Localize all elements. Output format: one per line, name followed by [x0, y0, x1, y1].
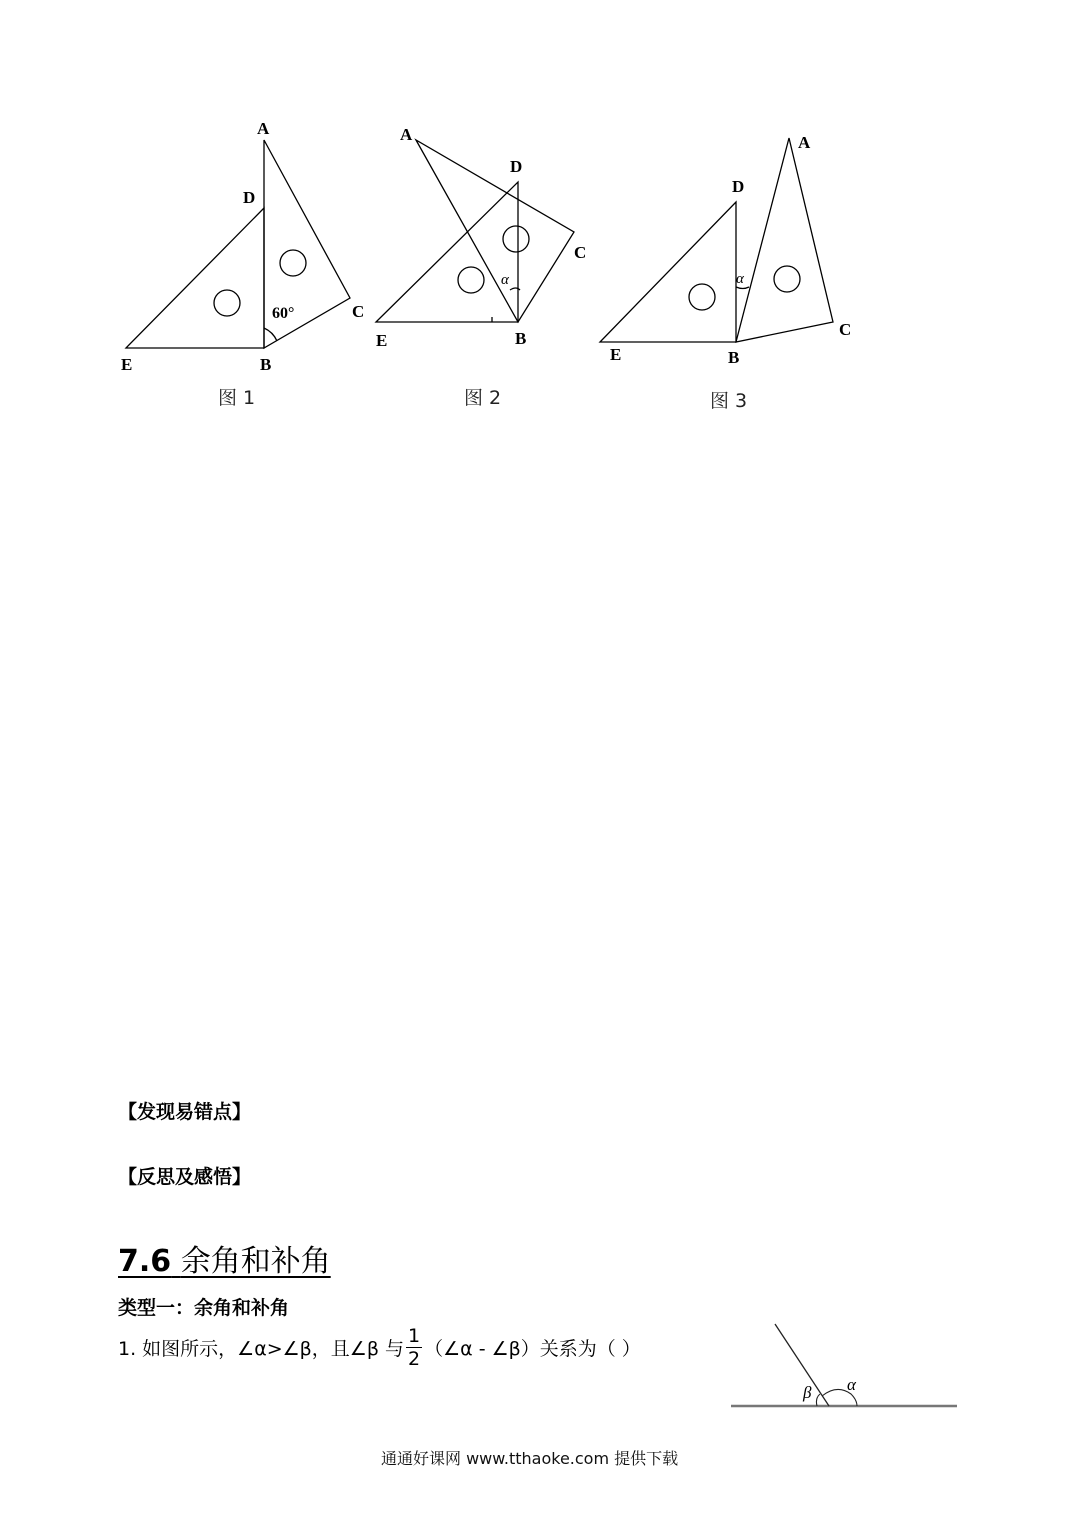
section-errors: 【发现易错点】: [118, 1101, 252, 1123]
fig3-angle-label: α: [736, 271, 744, 287]
chapter-number: 7.6: [118, 1244, 172, 1279]
beta-label: β: [803, 1383, 812, 1402]
fig2-hole-1: [503, 226, 529, 252]
figure-3: [590, 110, 870, 420]
fig3-caption: 图 3: [710, 390, 748, 412]
fig1-label-c: C: [352, 302, 365, 321]
fig1-label-a: A: [257, 119, 270, 138]
fig1-label-e: E: [121, 355, 133, 374]
fig3-hole-1: [774, 266, 800, 292]
fraction-denominator: 2: [408, 1348, 421, 1370]
chapter-heading: [118, 1236, 331, 1280]
beta-arc: [816, 1394, 820, 1406]
fig1-label-b: B: [260, 355, 272, 374]
fig2-triangle-dbe: [376, 182, 518, 322]
footer-text: 通通好课网 www.tthaoke.com 提供下载: [381, 1449, 679, 1468]
fig1-angle-label: 60°: [272, 305, 295, 322]
type1-title: 类型一：余角和补角: [118, 1297, 290, 1319]
fig2-angle-label: α: [501, 272, 509, 288]
figure-1: [110, 110, 380, 420]
fig3-label-e: E: [610, 345, 622, 364]
fig3-hole-2: [689, 284, 715, 310]
fig3-label-d: D: [732, 177, 745, 196]
fig2-label-c: C: [574, 243, 587, 262]
fig2-triangle-abc: [416, 140, 574, 322]
fig3-angle-arc: [736, 287, 749, 289]
fraction-numerator: 1: [408, 1325, 421, 1347]
figure-2: [370, 110, 600, 420]
section-reflection: 【反思及感悟】: [118, 1166, 252, 1188]
fraction-half: [406, 1325, 422, 1370]
fig1-caption: 图 1: [218, 387, 256, 409]
chapter-title: 余角和补角: [180, 1244, 331, 1279]
fig1-hole-2: [214, 290, 240, 316]
fig2-hole-2: [458, 267, 484, 293]
fig2-caption: 图 2: [464, 387, 502, 409]
fig2-label-b: B: [515, 329, 527, 348]
fig3-triangle-dbe: [600, 202, 736, 342]
fig3-triangle-abc: [736, 138, 833, 342]
alpha-label: α: [847, 1375, 856, 1394]
fig1-angle-arc: [264, 328, 277, 341]
fig1-hole-1: [280, 250, 306, 276]
fig3-label-b: B: [728, 348, 740, 367]
fig1-label-d: D: [243, 188, 256, 207]
fig3-label-c: C: [839, 320, 852, 339]
angle-ray: [775, 1324, 829, 1406]
question-1-prefix: 1. 如图所示，∠α>∠β，且∠β 与: [118, 1338, 405, 1360]
question-1: [118, 1325, 641, 1370]
angle-figure: [725, 1318, 965, 1418]
fig3-label-a: A: [798, 133, 811, 152]
fig1-triangle-dbe: [126, 208, 264, 348]
question-1-suffix: （∠α - ∠β）关系为（ ）: [424, 1338, 641, 1360]
fig2-label-e: E: [376, 331, 388, 350]
fig2-label-a: A: [400, 125, 413, 144]
fig2-label-d: D: [510, 157, 523, 176]
